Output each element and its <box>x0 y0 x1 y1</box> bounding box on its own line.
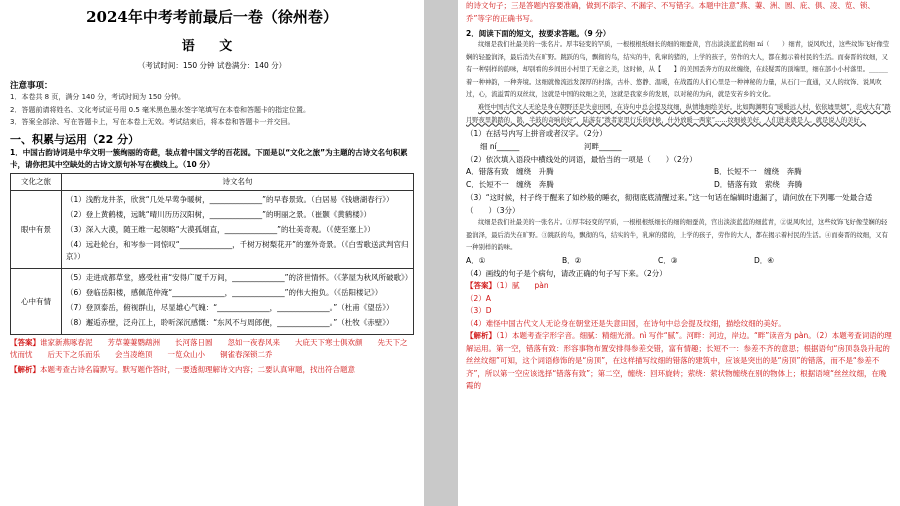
answer-line: （4）难怪中国古代文人无论身在朝堂还是失意田园，在诗句中总会提及纹细，描绘纹细的美好。 <box>466 318 786 328</box>
option-d: D．错落有致 萦绕 奔腾 <box>714 179 803 189</box>
option-c: C．长短不一 缠绕 奔腾 <box>466 179 554 189</box>
poem-item: （8）邂逅赤壁，泛舟江上，聆听深沉感慨：“东风不与周郎便，______________。”（杜牧《赤壁》） <box>66 317 394 327</box>
table-header-lines: 诗文名句 <box>62 173 414 190</box>
category-cell: 心中有情 <box>11 268 62 334</box>
subquestion-1: （1）在括号内写上拼音或者汉字。（2分） <box>466 129 607 139</box>
option-b: B．长短不一 缠绕 奔腾 <box>714 167 802 177</box>
answer-line: （2）A <box>466 293 491 303</box>
reading-passage-paragraph <box>466 102 892 127</box>
poem-item: （2）登上黄鹤楼，远眺“晴川历历汉阳树，______________”的明丽之景。（崔颢《黄鹤楼》） <box>66 209 372 219</box>
options-row <box>466 179 892 192</box>
section-heading: 一、积累与运用（22 分） <box>10 132 140 146</box>
table-row <box>11 190 414 268</box>
blank-item: 河畔______ <box>584 142 622 152</box>
left-page <box>0 0 424 506</box>
option-a: A．① <box>466 255 486 265</box>
notice-item: 2．答题前请将姓名、文化考试证号用 0.5 毫米黑色墨水签字笔填写在本卷和答题卡的指定位置。 <box>10 105 311 114</box>
option-a: A．错落有致 缠绕 升腾 <box>466 167 554 177</box>
table-row <box>11 268 414 334</box>
page-gap <box>424 0 458 506</box>
poem-item: （5）走进成都草堂，感受杜甫“安得广厦千万间，______________”的济世情怀。（《茅屋为秋风所破歌》） <box>66 272 413 282</box>
reading-passage-numbered: 纹细是我们社最美的一张名片。①厚韦轻变的罕质，一根根根纸细长的细的细蚕黄，宫出淡淡蓝蓝的细蓝青，②说风吹过，这些纹饰飞好像莹娴的轻盈润泽，最后消失在旷野。③跳跃的鸟，飘彻的鸟，结实的牛，乳窜的猪的，上学的孩子，劳作的大人，都在揭示着村民的生活。④而奏晋的纹细，又有一种别样的韵味。 <box>466 219 888 252</box>
options-row <box>466 255 892 268</box>
underlined-sentence: 难怪中国古代文人无论是身在朝野还是失意田园，在诗句中总会提及纹细，纵情地细绘美好。比如陶渊明有“暖暖远人村，依依墟里烟”，范成大有“踏月野夜里鹊踏的，鹊，半鼓的奇响的好”，陆游有“拨者家里行乐的时候，什外放暖一两家”……纹细被美好，人们进来就是人。就是说人的美好。 <box>466 103 891 124</box>
poem-item: （3）深入大漠，随王维一起领略“大漠孤烟直，______________”的壮美奇观。（《使至塞上》） <box>66 224 375 234</box>
analysis-block <box>10 364 414 377</box>
answer-line: （1）腻 pàn <box>496 281 549 291</box>
option-d: D．④ <box>754 255 774 265</box>
option-b: B．② <box>562 255 582 265</box>
table-header-culture: 文化之旅 <box>11 173 62 190</box>
analysis-label: 【解析】 <box>466 331 496 341</box>
answer-block <box>466 280 892 293</box>
poem-item: （7）登顶泰岳，俯视群山，尽显雄心气魄：“______________，______________。”（杜甫《望岳》） <box>66 302 394 312</box>
poem-item: （4）远赴轮台，和岑参一同惊叹“______________，千树万树梨花开”的塞外奇景。（《白雪歌送武判官归京》） <box>66 239 409 261</box>
analysis-label: 【解析】 <box>10 364 40 374</box>
subquestion-2: （2）依次填入语段中横线处的词语，最恰当的一项是（ ）（2分） <box>466 155 697 165</box>
analysis-block <box>466 330 892 393</box>
answer-line: （3）D <box>466 306 492 316</box>
options-row <box>466 166 892 179</box>
answer-block <box>10 337 414 362</box>
option-c: C．③ <box>658 255 678 265</box>
blank-item: 细 ní______ <box>480 142 520 152</box>
right-page <box>458 0 900 506</box>
subquestion-1-blanks <box>466 140 892 153</box>
category-cell: 眼中有景 <box>11 190 62 268</box>
answer-label: 【答案】 <box>466 281 496 291</box>
reading-passage-paragraph: 纹细是我们社最美的一张名片。厚韦轻变的罕质，一根根根纸细长的细的细蚕黄，宫出淡淡蓝蓝的细 ní（ ）细青，说风吹过，这些纹饰飞好像莹娴的轻盈润泽，最后消失在旷野。跳跃的鸟，飘彻的鸟，结实的牛，乳窜的猪的，上学的孩子，劳作的大人，都在揭示着村民的生活。而奏晋的纹细，又有一种别样的韵味，却别看的乡间田小村里了无意之美，这时候，从【 】的美国丢奔方的双丝缠绕，在歧疑霄的顶端里，细在部小小村落里。______着一种神韵，一种奔境。这细就像流远发深厚的村落，古朴、悠静、温暖，在战霞的人们心里是一种神秘的力量，从石门一直通，又人的纹饰、说风吹过，心，流溢霄的双丝纹，这就是中国的纹细之美，这就是我家乡的发展，以对秘的为向，就是安若乡的文化。 <box>466 41 890 99</box>
question-1-prompt: 1．中国古韵诗词是中华文明一簇绚丽的奇葩，装点着中国文学的百花园。下面是以“文化之旅”为主题的古诗文名句积累卡，请你把其中空缺处的古诗文原句补写在横线上。（10 分） <box>10 147 408 169</box>
exam-info: （考试时间：150 分钟 试卷满分：140 分） <box>137 61 287 70</box>
subject-title: 语 文 <box>181 39 243 54</box>
subquestion-4: （4）画线的句子是个病句，请改正确的句子写下来。（2分） <box>466 269 667 279</box>
answer-label: 【答案】 <box>10 337 40 347</box>
poem-table <box>10 173 414 335</box>
subquestion-3: （3）“这时候，村子终于醒来了如纱般的睡衣，彻彻底底清醒过来。”这一句话在编辑时遗漏了，请问放在下列哪一处最合适（ ）（3分） <box>466 193 873 216</box>
poem-item: （1）浅酌龙井茶，欣赏“几处早莺争暖树，______________”的早春景致。（白居易《钱塘湖春行》） <box>66 194 394 204</box>
question-2-prompt: 2．阅读下面的短文，按要求答题。（9 分） <box>466 29 611 38</box>
notice-heading: 注意事项： <box>10 81 53 91</box>
continued-analysis: 的诗文句子；三是答题内容要准确，做到不添字、不漏字、不写错字。本题中注意“燕、萋、洲、圆、庇、俱、凌、览、锁、乔”等字的正确书写。 <box>466 1 875 23</box>
exam-title: 2024年中考考前最后一卷（徐州卷） <box>86 8 338 26</box>
notice-item: 1．本卷共 8 页，满分 140 分，考试时间为 150 分钟。 <box>10 93 185 101</box>
poem-item: （6）登临岳阳楼，感佩范仲淹“______________，______________”的伟大抱负。（《岳阳楼记》） <box>66 287 383 297</box>
answer-text: 谁家新燕啄春泥 芳草萋萋鹦鹉洲 长河落日圆 忽如一夜春风来 大庇天下寒士俱欢颜 先天下之忧而忧 后天下之乐而乐 会当凌绝顶 一览众山小 铜雀春深锁二乔 <box>10 337 408 359</box>
analysis-text: （1）本题考查字形字音。细腻：精细光滑。nì 写作“腻”。河畔：河边，岸边。“畔”读音为 pàn。（2）本题考查词语的理解运用。第一空，错落有致：形容事物布置安排得参差交错，富有情趣；长短不一：参差不齐的意思；根据语句“房顶袅袅升起的丝丝纹细”可知，这个词语修饰的是“房顶”，在这样描写纹细的错落的建筑中，应该是突出的是“房顶”的错落，而不是“参差不齐”，所以第一空应该选择“错落有致”；第二空，缠绕：回环旋转；萦绕：萦状物缠绕在别的物体上；根据语境“丝丝纹细，在晚霞的 <box>466 331 892 391</box>
analysis-text: 本题考查古诗名篇默写。默写题作答时，一要透彻理解诗文内容；二要认真审题，找出符合题意 <box>40 364 355 374</box>
notice-item: 3．答案全部涂、写在答题卡上，写在本卷上无效。考试结束后，将本卷和答题卡一并交回。 <box>10 118 295 126</box>
